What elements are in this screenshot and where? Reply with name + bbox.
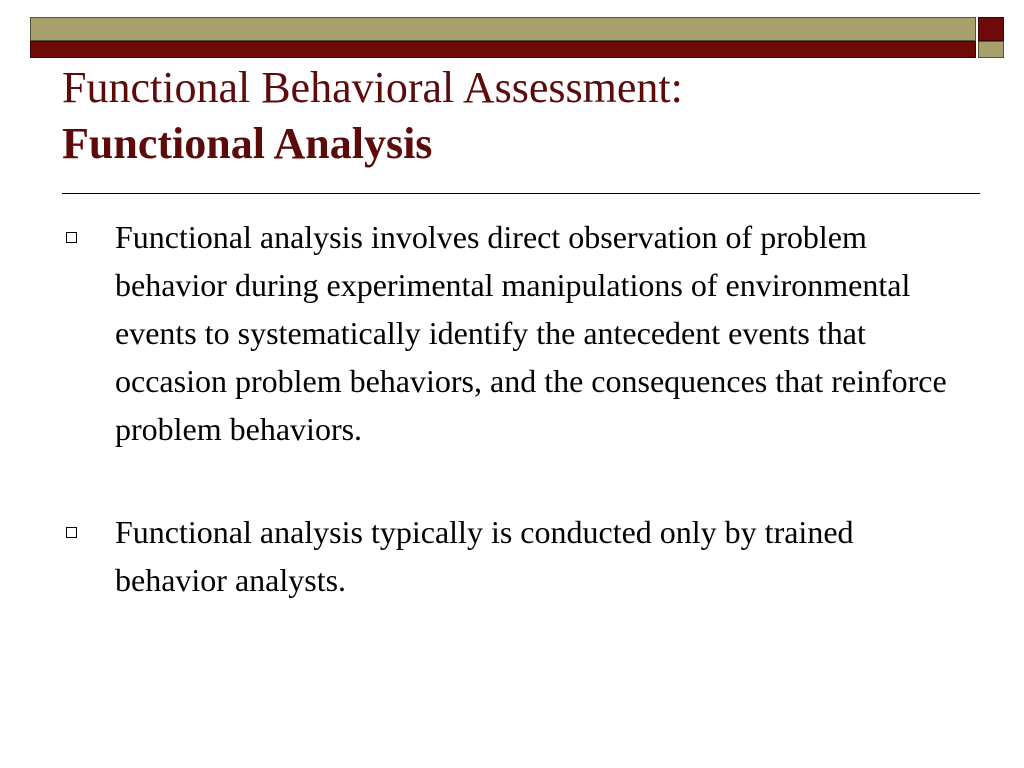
bullet-list xyxy=(62,213,972,604)
header-square-olive xyxy=(978,41,1004,58)
bullet-text: Functional analysis involves direct observation of problem behavior during experimental manipulations of environmental events to systematically identify the antecedent events that occasion problem behaviors, and the consequences that reinforce problem behaviors. xyxy=(115,219,947,447)
bullet-item xyxy=(62,508,972,604)
slide-title-line1: Functional Behavioral Assessment: xyxy=(62,63,683,112)
bullet-text: Functional analysis typically is conducted only by trained behavior analysts. xyxy=(115,514,854,598)
hollow-square-icon xyxy=(66,232,77,243)
header-bar-maroon xyxy=(30,41,976,58)
header-square-maroon xyxy=(978,17,1004,41)
slide-title xyxy=(62,60,982,172)
title-divider xyxy=(62,193,980,194)
slide-title-line2: Functional Analysis xyxy=(62,119,433,168)
bullet-item xyxy=(62,213,972,453)
hollow-square-icon xyxy=(66,527,77,538)
header-bar-olive xyxy=(30,17,976,41)
